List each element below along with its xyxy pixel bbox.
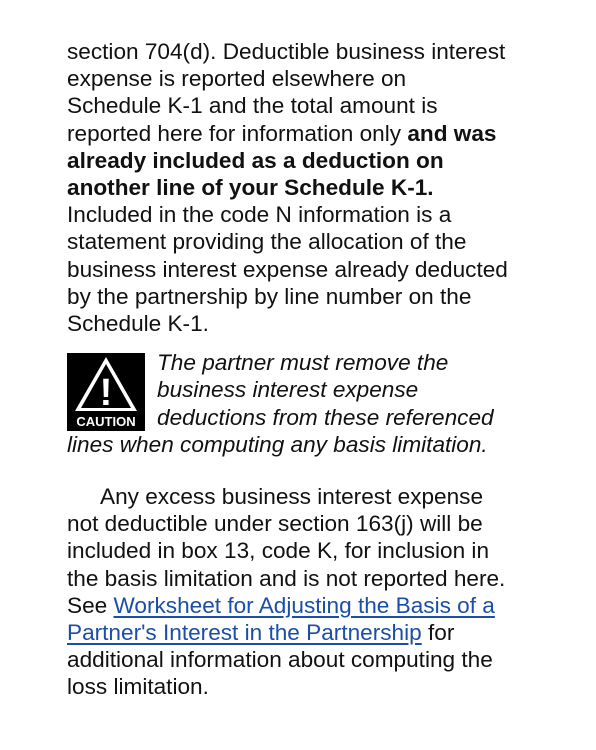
text-line: the basis limitation and is not reported here. — [67, 565, 506, 591]
text-line: business interest expense already deducted — [67, 256, 508, 282]
bold-text-run: and was — [407, 120, 497, 146]
text-line-mixed — [67, 120, 567, 147]
text-line: statement providing the allocation of the — [67, 229, 467, 255]
text-run: reported here for information only — [67, 120, 408, 146]
worksheet-link-continued[interactable]: Partner's Interest in the Partnership — [67, 620, 422, 646]
text-line: included in box 13, code K, for inclusion in — [67, 538, 490, 564]
caution-text-line: business interest expense — [157, 377, 419, 403]
text-line: Any excess business interest expense — [100, 484, 484, 510]
text-line: Schedule K-1. — [67, 311, 209, 337]
warning-triangle-icon — [67, 353, 145, 431]
text-run: See — [67, 592, 114, 618]
text-line-with-link — [67, 592, 567, 619]
exclamation-mark: ! — [99, 372, 113, 415]
bold-text-line: already included as a deduction on — [67, 147, 444, 173]
text-line: expense is reported elsewhere on — [67, 66, 407, 92]
text-line: Included in the code N information is a — [67, 202, 452, 228]
text-line-with-link — [67, 619, 567, 646]
document-page — [67, 38, 567, 701]
caution-icon — [67, 353, 145, 431]
caution-text-line: The partner must remove the — [157, 350, 449, 376]
caution-icon-label: CAUTION — [76, 414, 136, 430]
text-line: by the partnership by line number on the — [67, 283, 472, 309]
worksheet-link[interactable]: Worksheet for Adjusting the Basis of a — [113, 592, 495, 618]
text-line: loss limitation. — [67, 674, 209, 700]
text-line: section 704(d). Deductible business interest — [67, 39, 506, 64]
bold-text-line: another line of your Schedule K-1. — [67, 175, 434, 201]
paragraph-basis-interest — [67, 38, 567, 337]
text-line: additional information about computing the — [67, 647, 493, 673]
text-line: Schedule K-1 and the total amount is — [67, 93, 438, 119]
caution-note — [67, 349, 567, 458]
paragraph-excess-interest — [67, 483, 567, 701]
caution-text-line: lines when computing any basis limitation. — [67, 431, 488, 457]
text-line: not deductible under section 163(j) will be — [67, 511, 483, 537]
text-run: for — [421, 620, 455, 646]
caution-text-line: deductions from these referenced — [157, 404, 494, 430]
